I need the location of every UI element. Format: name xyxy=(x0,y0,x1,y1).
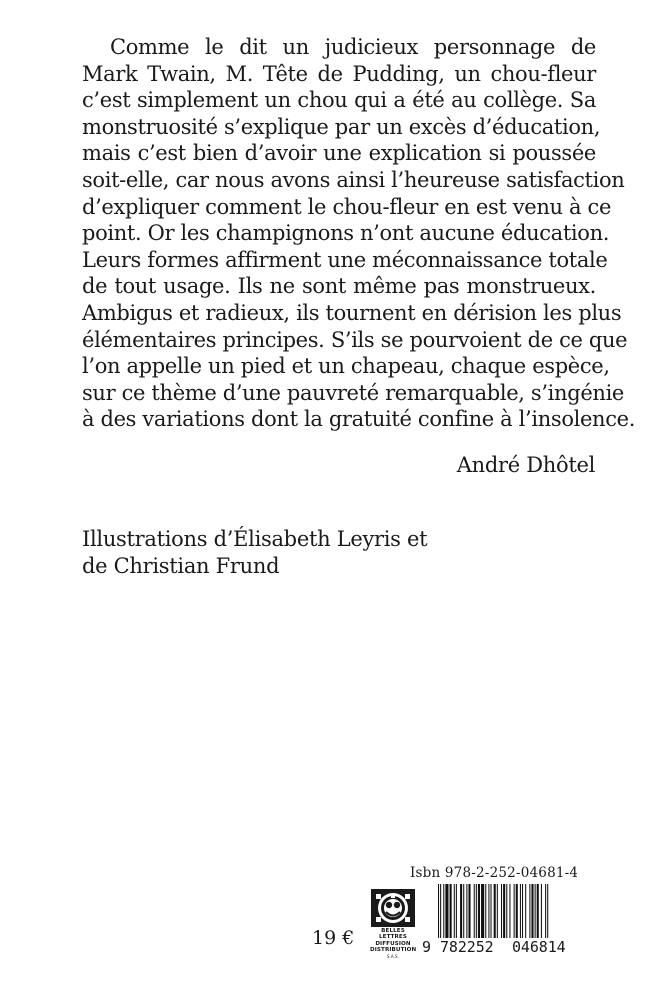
barcode-bar xyxy=(468,884,470,940)
quote-line: sur ce thème d’une pauvreté remarquable, s’ingénie xyxy=(82,380,625,405)
barcode-bar xyxy=(481,884,484,940)
quote-line: c’est simplement un chou qui a été au collège. Sa xyxy=(82,88,596,113)
quote-line: élémentaires principes. S’ils se pourvoient de ce que xyxy=(82,327,628,352)
barcode-bar xyxy=(491,884,492,940)
barcode-digits xyxy=(424,938,586,956)
barcode-bar xyxy=(545,884,546,940)
barcode-bar xyxy=(506,884,507,940)
quote-line: de tout usage. Ils ne sont même pas monstrueux. xyxy=(82,274,596,299)
barcode-bar xyxy=(474,884,475,940)
logo-line: DIFFUSION xyxy=(375,940,411,947)
quote-line: à des variations dont la gratuité confine à l’insolence. xyxy=(82,407,636,432)
barcode-bar xyxy=(516,884,518,940)
barcode-bar xyxy=(488,884,489,940)
quote-author: André Dhôtel xyxy=(456,453,595,477)
barcode-left-group: 782252 xyxy=(440,938,494,956)
barcode-bar xyxy=(456,884,457,940)
quote-paragraph xyxy=(82,34,636,433)
barcode-bar xyxy=(541,884,542,940)
barcode-bar xyxy=(503,884,505,940)
credits-line: de Christian Frund xyxy=(82,554,280,578)
barcode-bar xyxy=(450,884,452,940)
quote-line: Comme le dit un judicieux personnage de xyxy=(110,35,596,59)
credits-line: Illustrations d’Élisabeth Leyris et xyxy=(82,527,428,551)
illustration-credits xyxy=(82,526,427,580)
barcode-bar xyxy=(463,884,464,940)
barcode-bar xyxy=(460,884,462,940)
quote-line: d’expliquer comment le chou-fleur en est venu à ce xyxy=(82,194,612,219)
price-label: 19 € xyxy=(312,927,355,949)
barcode-bar xyxy=(529,884,530,940)
barcode-bar xyxy=(478,884,480,940)
quote-line: Leurs formes affirment une méconnaissance totale xyxy=(82,247,608,272)
barcode-bar xyxy=(476,884,477,940)
publisher-logo-icon xyxy=(370,888,416,928)
logo-line: BELLES LETTRES xyxy=(378,928,407,941)
barcode-bar xyxy=(445,884,448,940)
publisher-logo-text xyxy=(370,928,416,960)
logo-line: DISTRIBUTION xyxy=(370,947,417,954)
barcode-bar xyxy=(525,884,526,940)
barcode-bar xyxy=(522,884,523,940)
quote-line: mais c’est bien d’avoir une explication si poussée xyxy=(82,141,596,166)
barcode-lead-digit: 9 xyxy=(422,938,431,956)
barcode-bar xyxy=(501,884,502,940)
barcode-bar xyxy=(514,884,515,940)
quote-line: Mark Twain, M. Tête de Pudding, un chou-fleur xyxy=(82,61,596,86)
quote-line: monstruosité s’explique par un excès d’éducation, xyxy=(82,114,601,139)
barcode-bar xyxy=(520,884,521,940)
isbn-number: Isbn 978-2-252-04681-4 xyxy=(410,865,579,881)
barcode-bar xyxy=(509,884,510,940)
barcode-bar xyxy=(466,884,467,940)
barcode-right-group: 046814 xyxy=(512,938,566,956)
logo-line: S.A.S. xyxy=(386,953,400,959)
barcode-bar xyxy=(454,884,455,940)
barcode-bar xyxy=(535,884,536,940)
quote-line: soit-elle, car nous avons ainsi l’heureuse satisfaction xyxy=(82,167,625,192)
barcode-bar xyxy=(537,884,539,940)
barcode-bar xyxy=(497,884,498,940)
barcode-bar xyxy=(485,884,486,940)
quote-line: point. Or les champignons n’ont aucune éducation. xyxy=(82,221,610,246)
quote-line: l’on appelle un pied et un chapeau, chaque espèce, xyxy=(82,354,610,379)
barcode-bar xyxy=(443,884,444,940)
quote-line: Ambigus et radieux, ils tournent en dérision les plus xyxy=(82,300,622,325)
barcode-bar xyxy=(531,884,533,940)
